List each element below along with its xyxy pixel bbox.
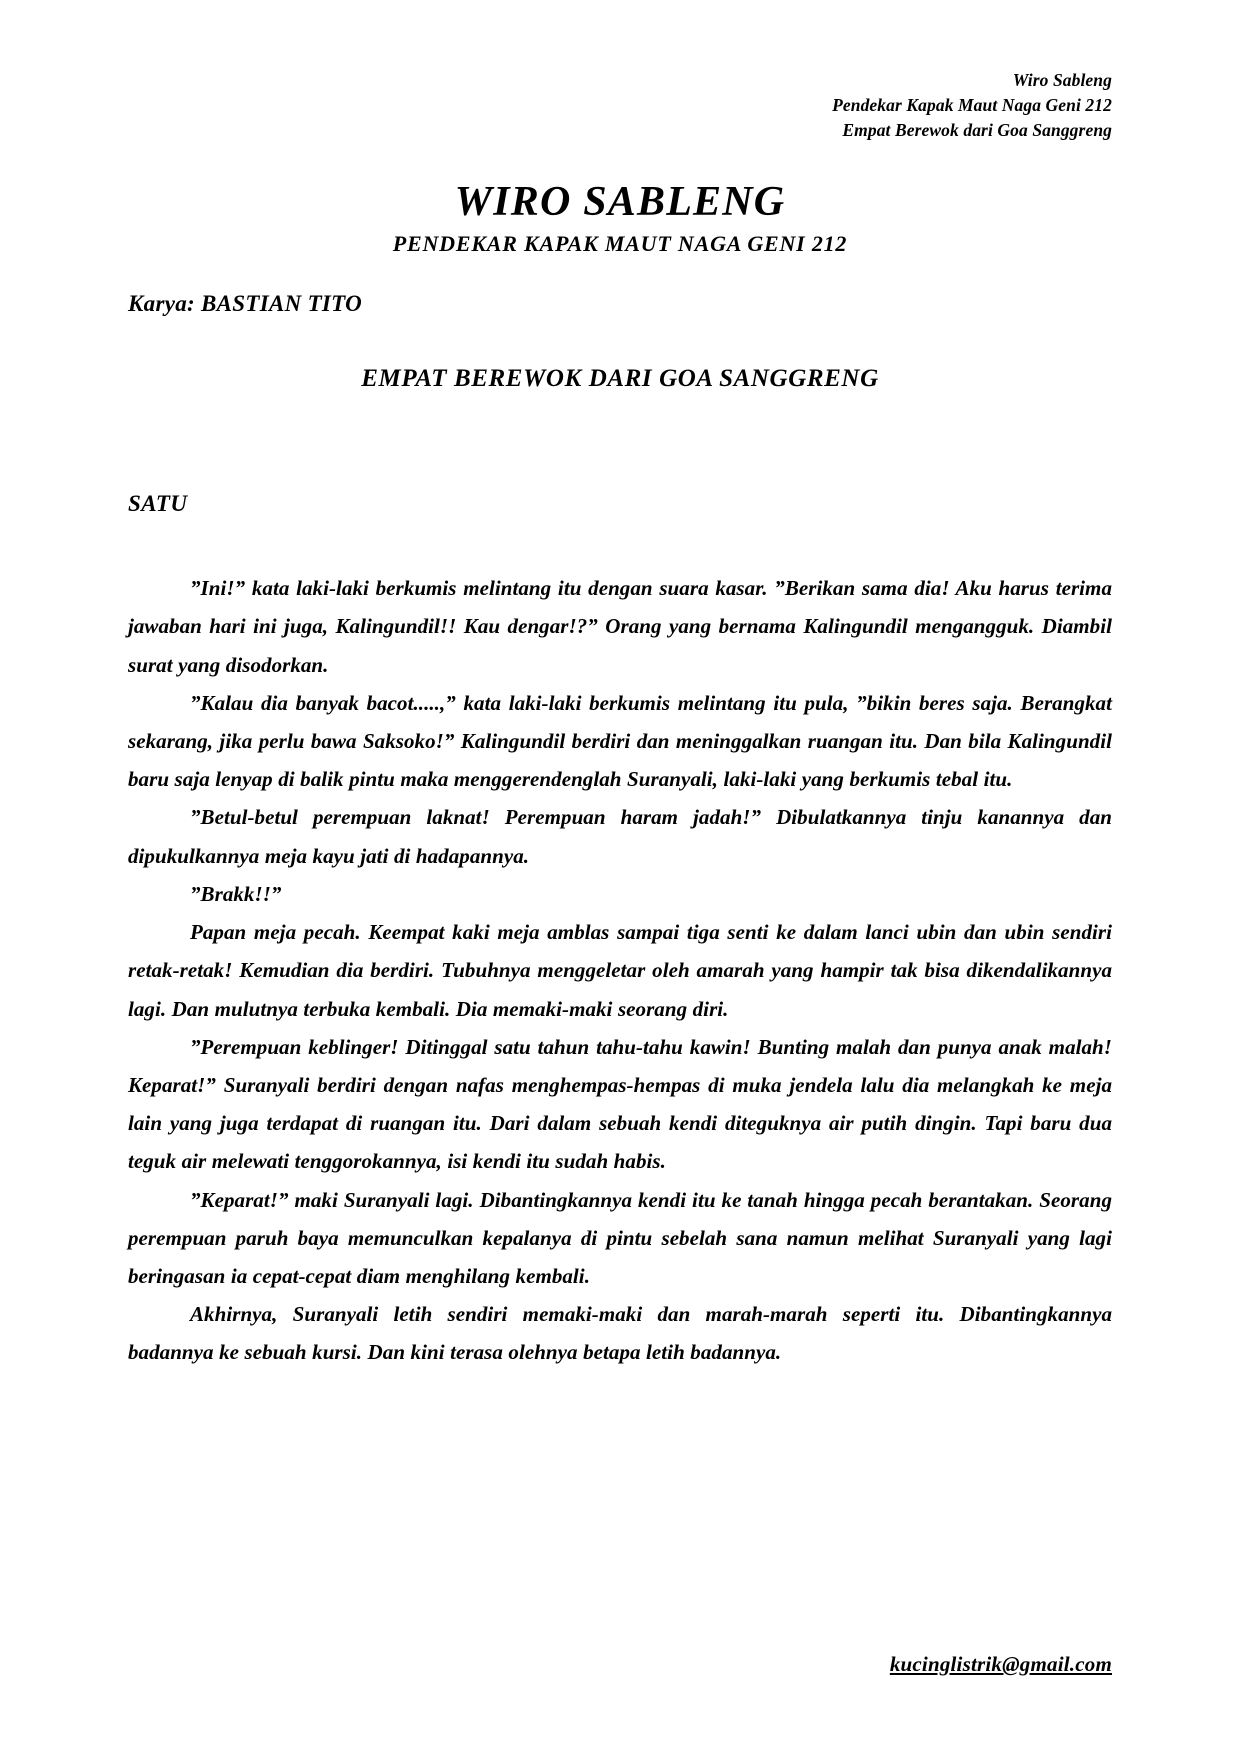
paragraph: Papan meja pecah. Keempat kaki meja amblas sampai tiga senti ke dalam lanci ubin dan ubin sendiri retak-retak! Kemudian dia berdiri. Tubuhnya menggeletar oleh amarah yang hampir tak bisa dikendalikannya lagi. Dan mulutnya terbuka kembali. Dia memaki-maki seorang diri. <box>128 920 1112 1021</box>
running-header-line-3: Empat Berewok dari Goa Sanggreng <box>842 119 1112 140</box>
running-header-line-2: Pendekar Kapak Maut Naga Geni 212 <box>832 94 1112 115</box>
running-header-line-1: Wiro Sableng <box>1012 70 1112 90</box>
book-subtitle: PENDEKAR KAPAK MAUT NAGA GENI 212 <box>392 230 848 256</box>
chapter-title: EMPAT BEREWOK DARI GOA SANGGRENG <box>361 365 879 393</box>
running-header <box>128 68 1112 143</box>
title-block <box>128 179 1112 258</box>
paragraph: ”Kalau dia banyak bacot.....,” kata laki-laki berkumis melintang itu pula, ”bikin beres saja. Berangkat sekarang, jika perlu bawa Saksoko!” Kalingundil berdiri dan meninggalkan ruangan itu. Dan bila Kalingundil baru saja lenyap di balik pintu maka menggerendenglah Suranyali, laki-laki yang berkumis tebal itu. <box>128 690 1112 792</box>
page-footer <box>128 1652 1112 1677</box>
section-label: SATU <box>128 491 188 517</box>
body-text <box>128 569 1112 1372</box>
footer-email-link[interactable]: kucinglistrik@gmail.com <box>889 1652 1112 1676</box>
paragraph: Akhirnya, Suranyali letih sendiri memaki-maki dan marah-marah seperti itu. Dibantingkannya badannya ke sebuah kursi. Dan kini terasa olehnya betapa letih badannya. <box>128 1302 1112 1365</box>
paragraph: ”Betul-betul perempuan laknat! Perempuan haram jadah!” Dibulatkannya tinju kanannya dan dipukulkannya meja kayu jati di hadapannya. <box>128 805 1112 868</box>
paragraph: ”Keparat!” maki Suranyali lagi. Dibantingkannya kendi itu ke tanah hingga pecah berantakan. Seorang perempuan paruh baya memunculkan kepalanya di pintu sebelah sana namun melihat Suranyali yang lagi beringasan ia cepat-cepat diam menghilang kembali. <box>128 1187 1112 1289</box>
book-title: WIRO SABLENG <box>454 178 786 225</box>
paragraph: ”Brakk!!” <box>190 881 282 906</box>
paragraph: ”Perempuan keblinger! Ditinggal satu tahun tahu-tahu kawin! Bunting malah dan punya anak malah! Keparat!” Suranyali berdiri dengan nafas menghempas-hempas di muka jendela lalu dia melangkah ke meja lain yang juga terdapat di ruangan itu. Dari dalam sebuah kendi diteguknya air putih dingin. Tapi baru dua teguk air melewati tenggorokannya, isi kendi itu sudah habis. <box>128 1034 1112 1174</box>
paragraph: ”Ini!” kata laki-laki berkumis melintang itu dengan suara kasar. ”Berikan sama dia! Aku harus terima jawaban hari ini juga, Kalingundil!! Kau dengar!?” Orang yang bernama Kalingundil mengangguk. Diambil surat yang disodorkan. <box>128 576 1112 677</box>
author-line: Karya: BASTIAN TITO <box>128 291 363 317</box>
